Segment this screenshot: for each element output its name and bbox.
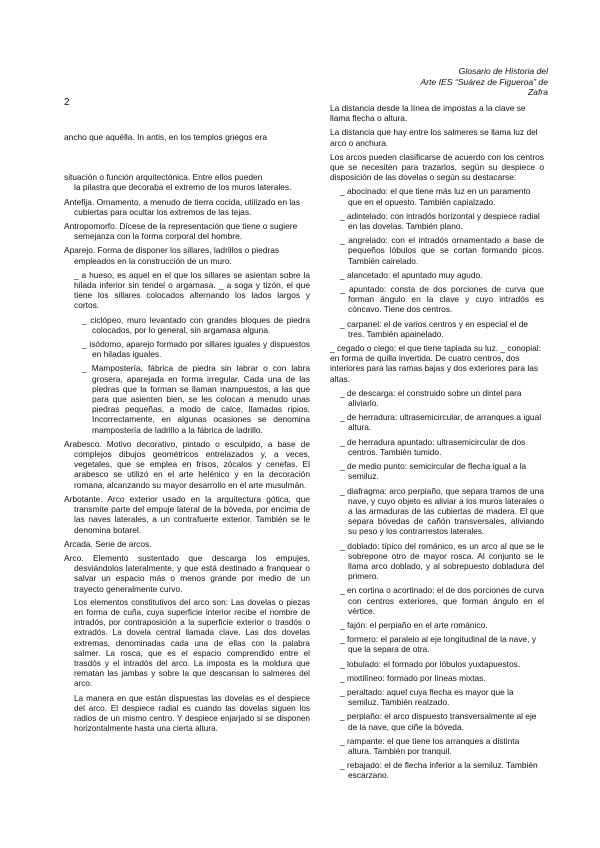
arc-type-item: _ carpanel: el de varios centros y en especial el de tres. También apainelado.: [340, 318, 529, 339]
arc-type-item: _ de medio punto: semicircular de flecha igual a la semiluz.: [340, 461, 527, 482]
entry-antefija: Antefija. Ornamento, a menudo de tierra cocida, utilizado en las cubiertas para ocultar los extremos de las tejas.: [64, 196, 301, 217]
arc-type-item: _ doblado: típico del románico, es un arco al que se le sobrepone otro de mayor rosca. Al conjunto se le llama arco doblado, y al sobrepuesto dobladura del primero.: [340, 540, 544, 582]
paragraph-luz: La distancia que hay entre los salmeres se llama luz del arco o anchura.: [330, 127, 538, 148]
header-line-1: Glosario de Historia del: [458, 66, 548, 76]
arc-type-item: _ cegado o ciego: el que tiene tapiada su luz. _ conopial: en forma de quilla invertida. De cuatro centros, dos interiores para las ramas bajas y dos exteriores para las altas.: [330, 343, 541, 384]
arc-type-item: _ en cortina o acortinado: el de dos porciones de curva con centros exteriores, que forman ángulo en el vértice.: [340, 585, 544, 616]
entry-arco: Arco. Elemento sustentado que descarga los empujes, desviándolos lateralmente, y que está destinado a franquear o salvar un espacio más o menos grande por medio de un trayecto generalmente curvo.: [64, 552, 310, 594]
paragraph-despiece: La manera en que están dispuestas las dovelas es el despiece del arco. El despiece radial es cuando las dovelas siguen los radios de un mismo centro. Y despiece enjarjado si se disponen horizontalmente hasta una cierta altura.: [74, 693, 310, 734]
arc-type-item: _ diafragma: arco perpiaño, que separa tramos de una nave, y cuyo objeto es aliviar a los muros laterales o a las armaduras de las cubiertas de madera. El que separa bóvedas de cañón transversales, aliviando su peso y los contrarrestos laterales.: [340, 485, 544, 537]
page-number: 2: [64, 97, 70, 108]
arc-type-item: _ apuntado: consta de dos porciones de curva que forman ángulo en la clave y cuyo intradós es cóncavo. Tiene dos centros.: [340, 284, 544, 315]
arc-type-item: _ de herradura: ultrasemicircular, de arranques a igual altura.: [340, 412, 542, 433]
arc-type-item: _ lobulado: el formado por lóbulos yuxtapuestos.: [340, 658, 521, 669]
arc-type-item: _ peraltado: aquel cuya flecha es mayor que la semiluz. También realzado.: [340, 686, 514, 708]
entry-aparejo: Aparejo. Forma de disponer los sillares, ladrillos o piedras empleados en la construcción de un muro.: [64, 245, 280, 266]
entry-ciclopeo: _ ciclópeo, muro levantado con grandes bloques de piedra colocados, por lo general, sin argamasa alguna.: [82, 314, 310, 335]
page-header: [400, 66, 548, 98]
arc-type-item: _ alancetado: el apuntado muy agudo.: [340, 269, 483, 280]
arc-type-item: _ mixtilíneo: formado por líneas mixtas.: [340, 672, 486, 683]
entry-arcada: Arcada. Serie de arcos.: [64, 538, 152, 549]
paragraph-pilastra: la pilastra que decoraba el extremo de los muros laterales.: [74, 182, 292, 193]
entry-arabesco: Arabesco. Motivo decorativo, pintado o esculpido, a base de complejos dibujos geométricos entrelazados y, a veces, vegetales, que se emplea en frisos, zócalos y cenefas. El arabesco se utilizó en el arte helénico y en la decoración romana, alcanzando su mayor desarrollo en el arte musulmán.: [64, 438, 310, 490]
entry-antropomorfo: Antropomorfo. Dícese de la representación que tiene o sugiere semejanza con la forma corporal del hombre.: [64, 221, 298, 242]
right-column: [330, 103, 544, 785]
arc-type-item: _ de herradura apuntado: ultrasemicircular de dos centros. También tumido.: [340, 436, 526, 457]
entry-mamposteria: _ Mampostería, fábrica de piedra sin labrar o con labra grosera, aparejada en forma irregular. Cada una de las piedras que la forman se llaman mampuestos, a las que para que asienten bien, se les colocan a menudo unas piedras pequeñas, a modo de calce, llamadas ripios. Incorrectamente, en algunas ocasiones se denomina mampostería de ladrillo a la fábrica de ladrillo.: [82, 363, 310, 435]
arc-type-item: _ perpiaño: el arco dispuesto transversalmente al eje de la nave, que ciñe la bóveda.: [340, 711, 537, 732]
arc-type-item: _ angrelado: con el intradós ornamentado a base de pequeños lóbulos que se cortan formando picos. También cairelado.: [340, 235, 544, 266]
entry-arbotante: Arbotante. Arco exterior usado en la arquitectura gótica, que transmite parte del empuje lateral de la bóveda, por encima de las naves laterales, a un contrafuerte exterior. También se le denomina botarel.: [64, 493, 310, 535]
paragraph-in-antis: ancho que aquélla. In antis, en los templos griegos era: [64, 132, 267, 142]
paragraph-elementos: Los elementos constitutivos del arco son: Las dovelas o piezas en forma de cuña, cuya superficie interior recibe el nombre de intradós, por contraposición a la superficie exterior o trasdós o extradós. La dovela central llamada clave. Las dos dovelas extremas, denominadas cada una de ellas con la palabra salmer. La rosca, que es el espacio comprendido entre el trasdós y el intradós del arco. La imposta es la moldura que rematan las jambas y sobre la que descansan lo salmeres del arco.: [74, 597, 310, 689]
header-line-2: Arte IES “Suárez de Figueroa” de: [420, 76, 548, 87]
header-line-3: Zafra: [527, 87, 548, 97]
arc-type-item: _ rampante: el que tiene los arranques a distinta altura. También por tranquil.: [340, 735, 520, 756]
left-column: [64, 132, 310, 738]
paragraph-clasificar: Los arcos pueden clasificarse de acuerdo con los centros que se necesiten para trazarlos, según su despiece o disposición de las dovelas o según su destacarse:: [330, 151, 544, 183]
arc-type-item: _ de descarga: el construido sobre un dintel para aliviarlo.: [340, 387, 522, 409]
arc-type-item: _ adintelado: con intradós horizontal y despiece radial en las dovelas. También plano.: [340, 210, 540, 232]
arc-type-item: _ formero: el paralelo al eje longitudinal de la nave, y que la separa de otra.: [340, 634, 537, 655]
paragraph-situacion: situación o función arquitectónica. Entre ellos pueden: [64, 172, 263, 183]
paragraph-flecha: La distancia desde la línea de impostas a la clave se llama flecha o altura.: [330, 103, 526, 124]
entry-isodomo: _ isódomo, aparejo formado por sillares iguales y dispuestos en hiladas iguales.: [82, 339, 310, 360]
arc-type-item: _ fajón: el perpiaño en el arte románico.: [340, 619, 488, 630]
arc-type-item: _ abocinado: el que tiene más luz en un paramento que en el opuesto. También capialzado.: [340, 186, 531, 207]
arc-type-item: _ rebajado: el de flecha inferior a la semiluz. También escarzano.: [340, 760, 538, 781]
entry-a-hueso: _ a hueso, es aquel en el que los sillares se asientan sobre la hilada inferior sin tendel o argamasa. _ a soga y tizón, el que tiene los sillares colocados alternando los lados largos y cortos.: [74, 269, 310, 311]
